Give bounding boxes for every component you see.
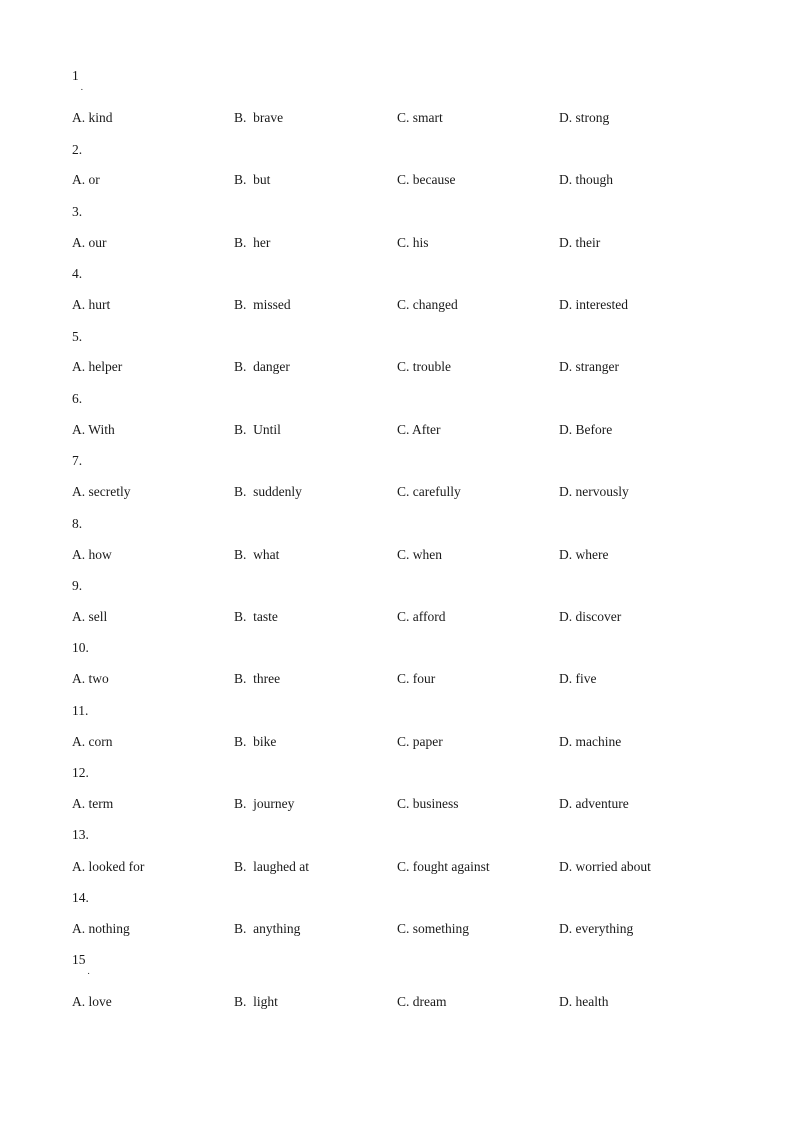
question-number-11 — [72, 703, 88, 719]
option-b: B. journey — [234, 796, 295, 811]
question-number-text: 15 — [72, 952, 86, 967]
option-a: A. looked for — [72, 859, 145, 874]
option-c: C. when — [397, 547, 442, 562]
question-number-5 — [72, 329, 82, 345]
question-number-text: 6. — [72, 391, 83, 406]
option-d: D. interested — [559, 297, 628, 312]
option-d: D. stranger — [559, 359, 619, 374]
question-number-4 — [72, 266, 82, 282]
question-number-text: 10. — [72, 640, 89, 655]
option-c: C. dream — [397, 994, 447, 1009]
option-a: A. how — [72, 547, 112, 562]
question-number-text: 9. — [72, 578, 83, 593]
question-number-text: 11. — [72, 703, 89, 718]
question-number-mark: . — [87, 966, 90, 976]
option-c: C. something — [397, 921, 470, 936]
option-b: B. danger — [234, 359, 290, 374]
option-b: B. but — [234, 172, 271, 187]
option-d: D. adventure — [559, 796, 629, 811]
question-number-text: 13. — [72, 827, 89, 842]
option-d: D. everything — [559, 921, 634, 936]
options-row-5 — [0, 359, 794, 375]
option-d: D. worried about — [559, 859, 651, 874]
option-b: B. bike — [234, 734, 277, 749]
question-number-text: 2. — [72, 142, 83, 157]
option-d: D. nervously — [559, 484, 629, 499]
option-d: D. though — [559, 172, 613, 187]
options-row-4 — [0, 297, 794, 313]
option-a: A. secretly — [72, 484, 131, 499]
option-d: D. their — [559, 235, 601, 250]
question-number-mark: . — [80, 82, 83, 92]
option-a: A. With — [72, 422, 115, 437]
options-row-13 — [0, 859, 794, 875]
options-row-9 — [0, 609, 794, 625]
option-b: B. suddenly — [234, 484, 302, 499]
option-a: A. love — [72, 994, 112, 1009]
options-row-2 — [0, 172, 794, 188]
option-a: A. our — [72, 235, 107, 250]
option-b: B. brave — [234, 110, 284, 125]
question-number-9 — [72, 578, 82, 594]
option-a: A. sell — [72, 609, 108, 624]
option-d: D. machine — [559, 734, 622, 749]
option-a: A. kind — [72, 110, 113, 125]
option-c: C. his — [397, 235, 429, 250]
question-number-12 — [72, 765, 89, 781]
option-a: A. two — [72, 671, 109, 686]
option-a: A. helper — [72, 359, 123, 374]
option-c: C. afford — [397, 609, 446, 624]
option-b: B. her — [234, 235, 271, 250]
question-number-text: 7. — [72, 453, 83, 468]
question-number-text: 1 — [72, 68, 79, 83]
options-row-11 — [0, 734, 794, 750]
question-number-3 — [72, 204, 82, 220]
option-d: D. health — [559, 994, 609, 1009]
question-number-7 — [72, 453, 82, 469]
option-a: A. term — [72, 796, 114, 811]
option-d: D. strong — [559, 110, 610, 125]
question-number-text: 5. — [72, 329, 83, 344]
options-row-6 — [0, 422, 794, 438]
question-number-1 — [72, 68, 83, 92]
option-d: D. five — [559, 671, 597, 686]
option-b: B. what — [234, 547, 280, 562]
options-row-15 — [0, 994, 794, 1010]
option-d: D. discover — [559, 609, 622, 624]
question-number-6 — [72, 391, 82, 407]
question-number-text: 12. — [72, 765, 89, 780]
option-c: C. four — [397, 671, 436, 686]
option-a: A. or — [72, 172, 100, 187]
option-c: C. fought against — [397, 859, 490, 874]
question-number-10 — [72, 640, 89, 656]
option-c: C. After — [397, 422, 441, 437]
options-row-12 — [0, 796, 794, 812]
option-d: D. Before — [559, 422, 613, 437]
option-b: B. anything — [234, 921, 301, 936]
question-number-text: 3. — [72, 204, 83, 219]
option-c: C. business — [397, 796, 459, 811]
option-a: A. hurt — [72, 297, 111, 312]
option-c: C. because — [397, 172, 456, 187]
option-a: A. corn — [72, 734, 113, 749]
option-c: C. smart — [397, 110, 443, 125]
option-c: C. carefully — [397, 484, 461, 499]
options-row-10 — [0, 671, 794, 687]
options-row-8 — [0, 547, 794, 563]
question-number-13 — [72, 827, 89, 843]
option-b: B. laughed at — [234, 859, 309, 874]
options-row-3 — [0, 235, 794, 251]
option-c: C. changed — [397, 297, 458, 312]
options-row-14 — [0, 921, 794, 937]
option-b: B. missed — [234, 297, 291, 312]
option-b: B. three — [234, 671, 281, 686]
option-b: B. light — [234, 994, 278, 1009]
option-a: A. nothing — [72, 921, 130, 936]
option-b: B. Until — [234, 422, 281, 437]
question-number-8 — [72, 516, 82, 532]
question-number-2 — [72, 142, 82, 158]
question-number-14 — [72, 890, 89, 906]
option-b: B. taste — [234, 609, 278, 624]
option-d: D. where — [559, 547, 609, 562]
question-number-text: 8. — [72, 516, 83, 531]
question-number-15 — [72, 952, 90, 976]
options-row-7 — [0, 484, 794, 500]
option-c: C. paper — [397, 734, 443, 749]
question-number-text: 14. — [72, 890, 89, 905]
question-number-text: 4. — [72, 266, 83, 281]
option-c: C. trouble — [397, 359, 451, 374]
options-row-1 — [0, 110, 794, 126]
